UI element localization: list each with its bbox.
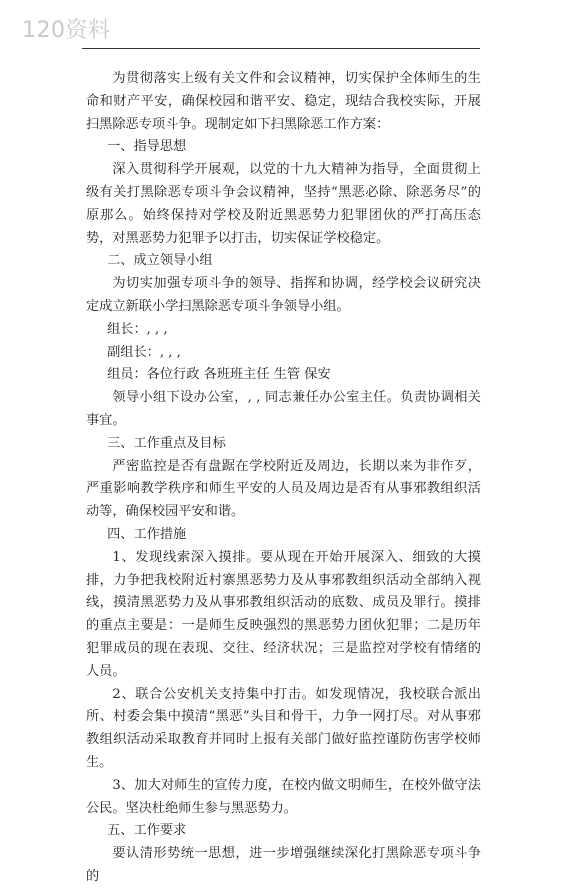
header-divider [82,48,480,49]
line-leader: 组长：, , , [107,321,168,337]
paragraph-office: 领导小组下设办公室，, , 同志兼任办公室主任。负责协调相关事宜。 [86,390,481,428]
section-heading-1: 一、指导思想 [107,139,187,155]
paragraph-requirements: 要认清形势统一思想，进一步增强继续深化打黑除恶专项斗争的 [86,846,481,884]
section-heading-5: 五、工作要求 [107,823,187,839]
section-heading-4: 四、工作措施 [107,526,187,542]
section-heading-3: 三、工作重点及目标 [107,435,226,451]
line-deputy-leader: 副组长：, , , [107,344,181,360]
paragraph-intro: 为贯彻落实上级有关文件和会议精神，切实保护全体师生的生命和财产平安，确保校园和谐平安、稳定，现结合我校实际，开展扫黑除恶专项斗争。现制定如下扫黑除恶工作方案： [86,71,481,132]
watermark-logo: 120资料 [22,18,111,43]
paragraph-focus: 严密监控是否有盘踞在学校附近及周边，长期以来为非作歹，严重影响教学秩序和师生平安的人员及周边是否有从事邪教组织活动等，确保校园平安和谐。 [86,458,481,520]
section-heading-2: 二、成立领导小组 [107,253,213,269]
line-members: 组员：各位行政 各班班主任 生管 保安 [107,367,331,383]
paragraph-measure-1: 1、发现线索深入摸排。要从现在开始开展深入、细致的大摸排，力争把我校附近村寨黑恶势力及从事邪教组织活动全部纳入视线，摸清黑恶势力及从事邪教组织活动的底数、成员及罪行。摸排的重点主要是：一是师生反映强烈的黑恶势力团伙犯罪；二是历年犯罪成员的现在表现、交往、经济状况；三是监控对学校有情绪的人员。 [86,549,481,679]
paragraph-leadership: 为切实加强专项斗争的领导、指挥和协调，经学校会议研究决定成立新联小学扫黑除恶专项斗争领导小组。 [86,276,481,314]
paragraph-measure-2: 2、联合公安机关支持集中打击。如发现情况，我校联合派出所、村委会集中摸清“黑恶”头目和骨干，力争一网打尽。对从事邪教组织活动采取教育并同时上报有关部门做好监控谨防伤害学校师生。 [86,686,481,770]
paragraph-guiding-thought: 深入贯彻科学开展观，以党的十九大精神为指导，全面贯彻上级有关打黑除恶专项斗争会议精神，坚持“黑恶必除、除恶务尽”的原那么。始终保持对学校及附近黑恶势力犯罪团伙的严打高压态势，对黑恶势力犯罪予以打击，切实保证学校稳定。 [86,162,481,246]
paragraph-measure-3: 3、加大对师生的宣传力度，在校内做文明师生，在校外做守法公民。坚决杜绝师生参与黑恶势力。 [86,777,481,816]
document-body [86,68,481,889]
